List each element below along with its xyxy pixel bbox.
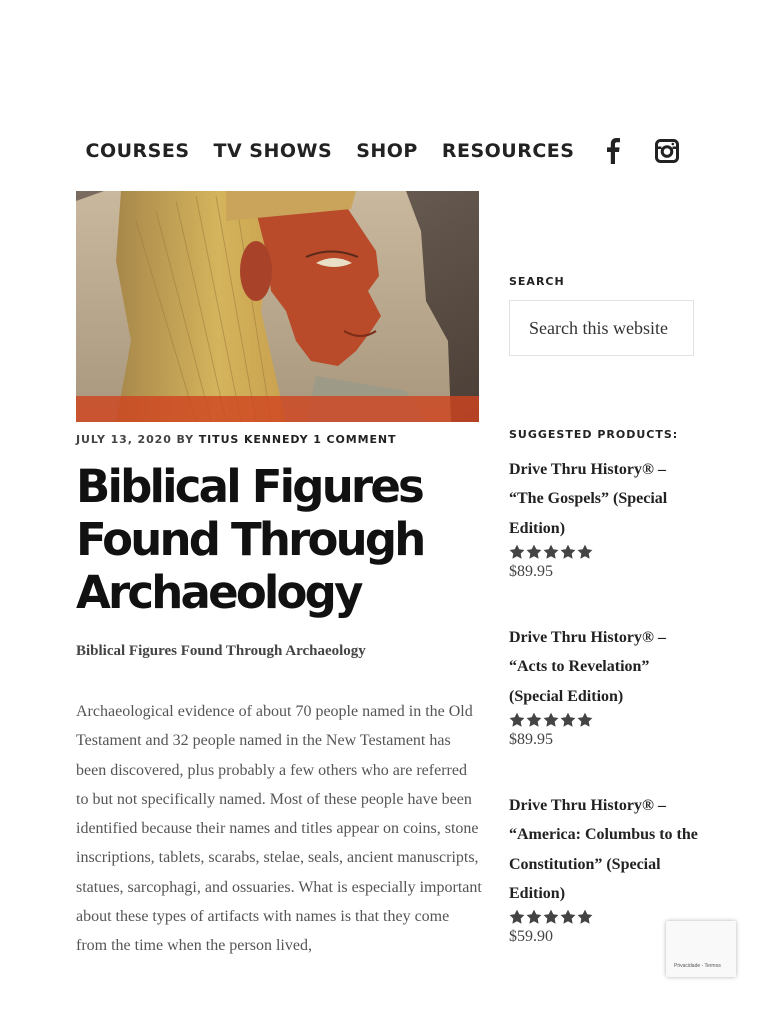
star-icon [577,712,593,728]
star-icon [509,712,525,728]
nav-resources[interactable]: RESOURCES [441,140,575,162]
post-date: JULY 13, 2020 [76,433,172,446]
hero-image[interactable] [76,191,479,422]
product-price: $89.95 [509,730,553,748]
star-icon [543,712,559,728]
star-icon [543,544,559,560]
star-icon [509,909,525,925]
main-navigation [0,132,768,170]
product-price: $89.95 [509,562,553,580]
comments-link[interactable]: 1 COMMENT [313,433,397,446]
nav-tv-shows[interactable]: TV SHOWS [213,140,333,162]
star-icon [577,544,593,560]
suggested-products-heading: SUGGESTED PRODUCTS: [509,428,679,441]
recaptcha-text: Privacidade - Termos [674,963,721,969]
product-item [509,623,699,751]
post-meta [76,433,396,446]
nav-courses[interactable]: COURSES [85,140,190,162]
product-price: $59.90 [509,928,553,946]
star-icon [526,544,542,560]
post-body: Archaeological evidence of about 70 people named in the Old Testament and 32 people named in the New Testament has been discovered, plus probably a few others who are referred to but not specifically named. Most of these people have been identified because their names and titles appear on coins, stone inscriptions, tablets, scarabs, stelae, seals, ancient manuscripts, statues, sarcophagi, and ossuaries. What is especially important about these types of artifacts with names is that they come from the time when the person lived, [76,703,482,955]
product-item [509,455,699,583]
search-input[interactable] [509,300,694,356]
star-icon [560,544,576,560]
rating-stars [509,543,699,561]
star-icon [526,909,542,925]
star-icon [509,544,525,560]
star-icon [560,909,576,925]
star-icon [543,909,559,925]
product-title-link[interactable]: Drive Thru History® – “Acts to Revelation” (Special Edition) [509,629,666,705]
post-title: Biblical Figures Found Through Archaeology [76,460,424,619]
author-link[interactable]: TITUS KENNEDY [198,433,309,446]
instagram-icon[interactable] [654,138,680,164]
recaptcha-badge[interactable] [666,921,736,977]
facebook-icon[interactable] [600,138,626,164]
search-heading: SEARCH [509,275,565,288]
star-icon [526,712,542,728]
post-subtitle: Biblical Figures Found Through Archaeology [76,643,366,659]
star-icon [577,909,593,925]
star-icon [560,712,576,728]
rating-stars [509,711,699,729]
by-label: BY [176,433,195,446]
product-title-link[interactable]: Drive Thru History® – “The Gospels” (Special Edition) [509,461,668,537]
nav-shop[interactable]: SHOP [356,140,418,162]
product-title-link[interactable]: Drive Thru History® – “America: Columbus to the Constitution” (Special Edition) [509,797,698,902]
